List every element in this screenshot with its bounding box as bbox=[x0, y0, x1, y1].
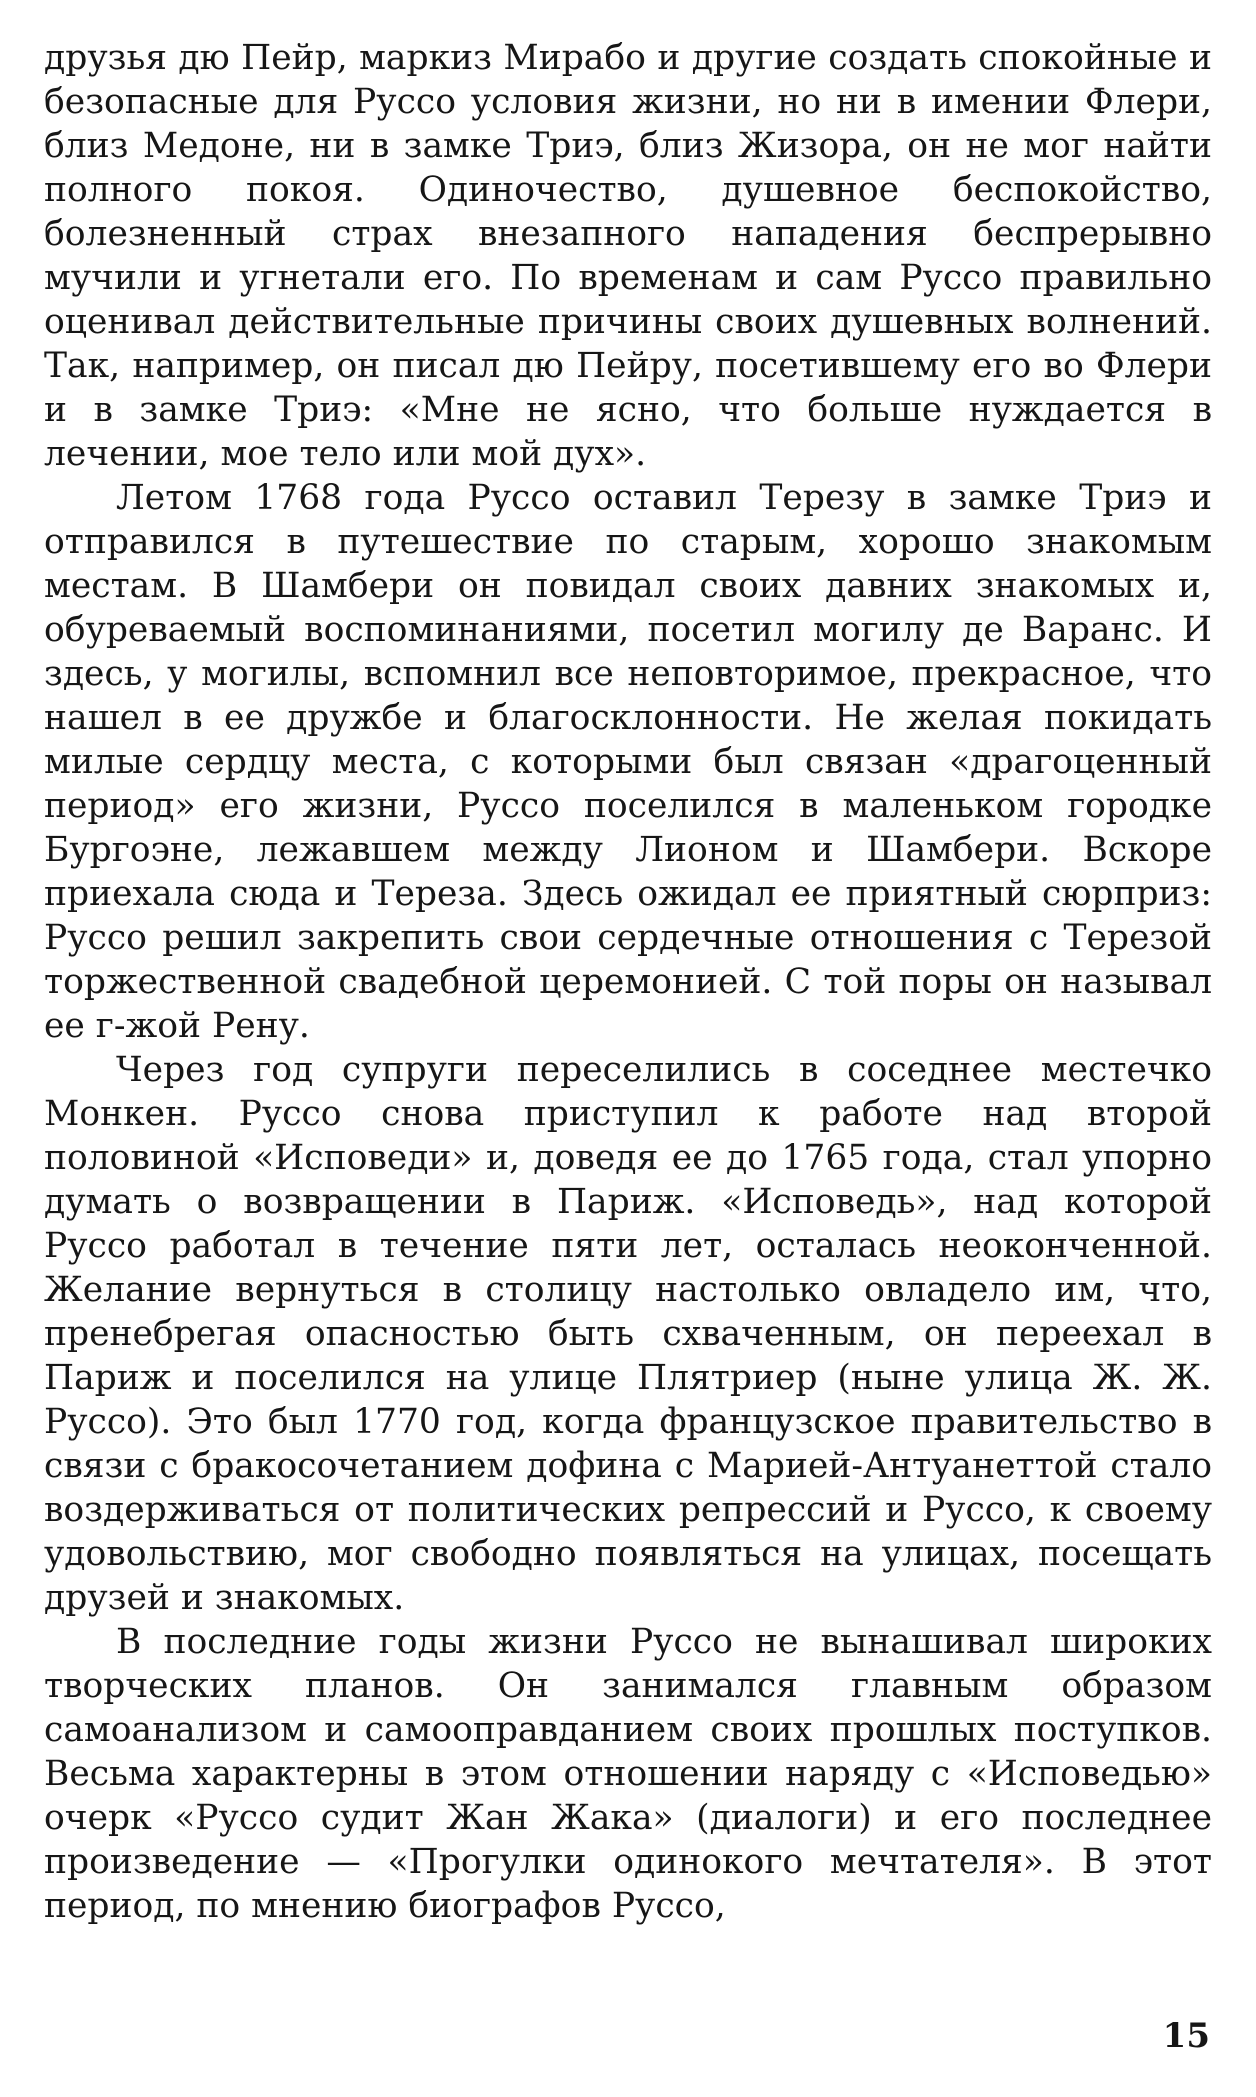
paragraph-3: Через год супруги переселились в соседнее местечко Монкен. Руссо снова приступил к работе над второй половиной «Исповеди» и, доведя ее до 1765 года, стал упорно думать о возвращении в Париж. «Исповедь», над которой Руссо работал в течение пяти лет, осталась неоконченной. Желание вернуться в столицу настолько овладело им, что, пренебрегая опасностью быть схваченным, он переехал в Париж и поселился на улице Плятриер (ныне улица Ж. Ж. Руссо). Это был 1770 год, когда французское правительство в связи с бракосочетанием дофина с Марией-Антуанеттой стало воздерживаться от политических репрессий и Руссо, к своему удовольствию, мог свободно появляться на улицах, посещать друзей и знакомых. bbox=[44, 1050, 1212, 1618]
page-number: 15 bbox=[1162, 2016, 1210, 2056]
paragraph-2: Летом 1768 года Руссо оставил Терезу в замке Триэ и отправился в путешествие по старым, хорошо знакомым местам. В Шамбери он повидал своих давних знакомых и, обуреваемый воспоминаниями, посетил могилу де Варанс. И здесь, у могилы, вспомнил все неповторимое, прекрасное, что нашел в ее дружбе и благосклонности. Не желая покидать милые сердцу места, с которыми был связан «драгоценный период» его жизни, Руссо поселился в маленьком городке Бургоэне, лежавшем между Лионом и Шамбери. Вскоре приехала сюда и Тереза. Здесь ожидал ее приятный сюрприз: Руссо решил закрепить свои сердечные отношения с Терезой торжественной свадебной церемонией. С той поры он называл ее г-жой Рену. bbox=[44, 478, 1212, 1046]
paragraph-4: В последние годы жизни Руссо не вынашивал широких творческих планов. Он занимался главным образом самоанализом и самооправданием своих прошлых поступков. Весьма характерны в этом отношении наряду с «Исповедью» очерк «Руссо судит Жан Жака» (диалоги) и его последнее произведение — «Прогулки одинокого мечтателя». В этот период, по мнению биографов Руссо, bbox=[44, 1622, 1212, 1926]
paragraph-1: друзья дю Пейр, маркиз Мирабо и другие создать спокойные и безопасные для Руссо условия жизни, но ни в имении Флери, близ Медоне, ни в замке Триэ, близ Жизора, он не мог найти полного покоя. Одиночество, душевное беспокойство, болезненный страх внезапного нападения беспрерывно мучили и угнетали его. По временам и сам Руссо правильно оценивал действительные причины своих душевных волнений. Так, например, он писал дю Пейру, посетившему его во Флери и в замке Триэ: «Мне не ясно, что больше нуждается в лечении, мое тело или мой дух». bbox=[44, 38, 1212, 474]
page-body bbox=[44, 36, 1212, 1928]
